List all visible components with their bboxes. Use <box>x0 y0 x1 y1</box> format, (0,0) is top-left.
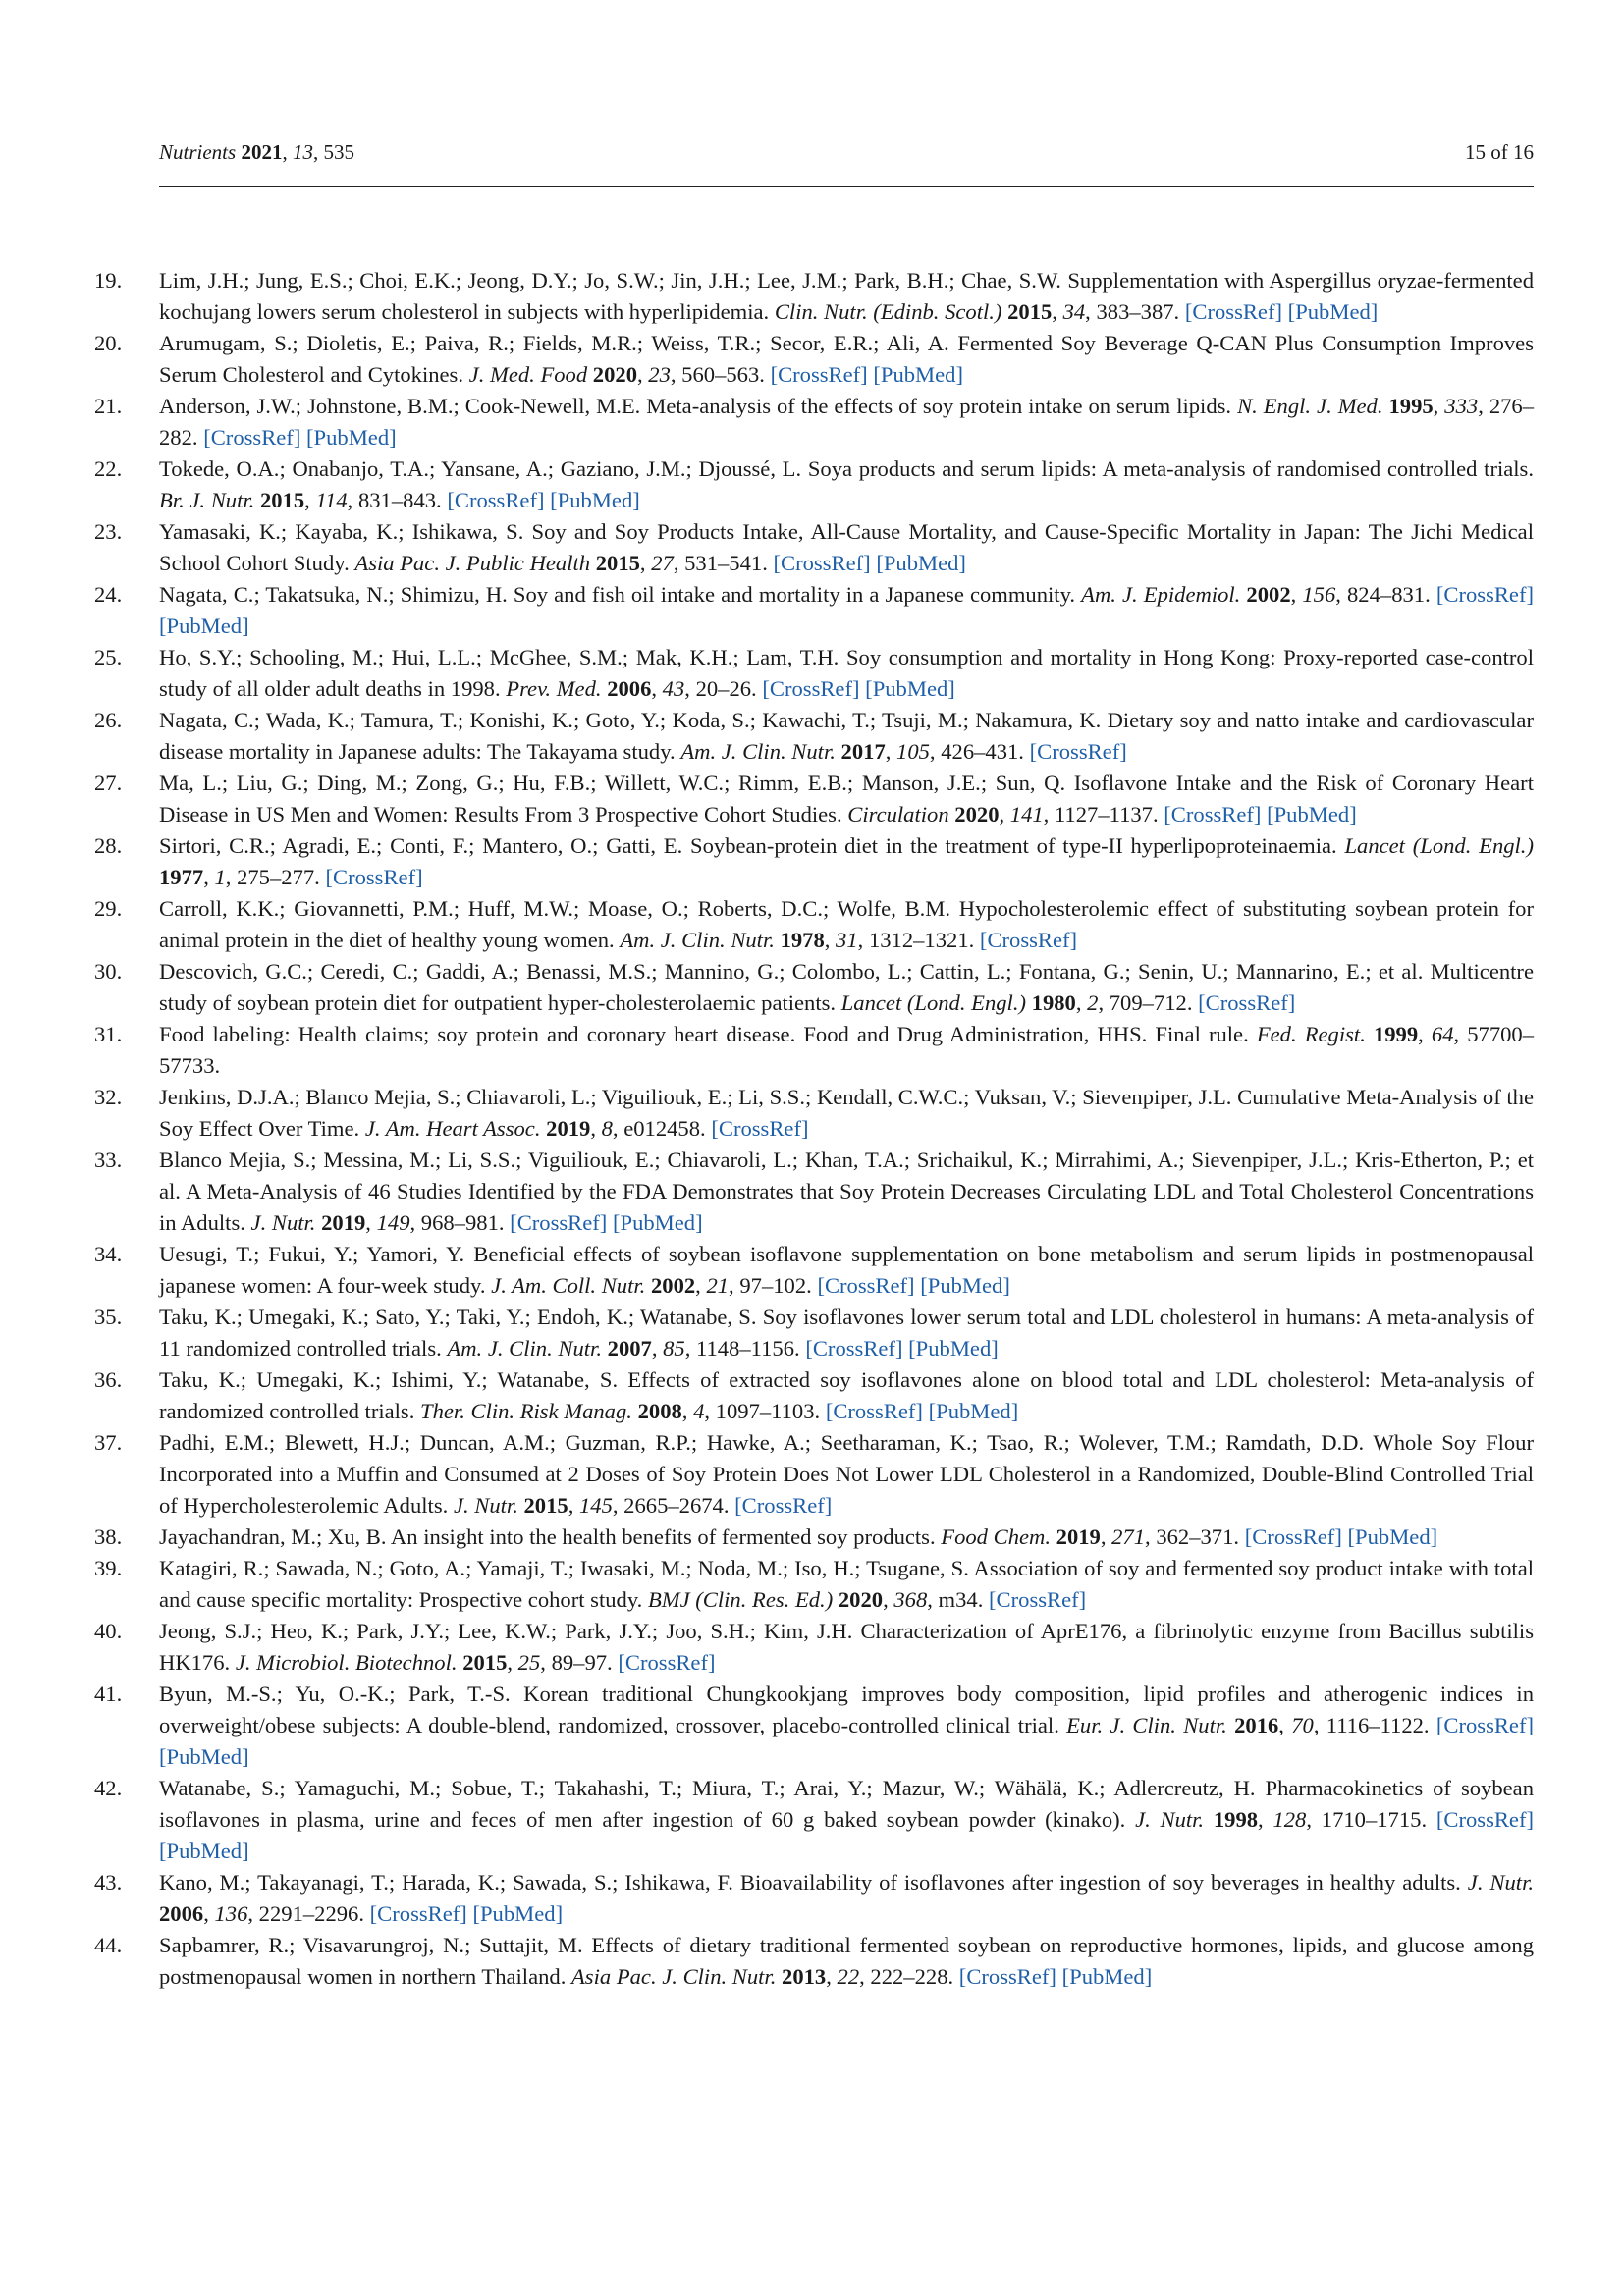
reference-authors-title: Jeong, S.J.; Heo, K.; Park, J.Y.; Lee, K.W.; Park, J.Y.; Joo, S.H.; Kim, J.H. Characterization of AprE176, a fibrinolytic enzyme from Bacillus subtilis HK176. <box>159 1619 1534 1675</box>
reference-year: 2020 <box>838 1587 884 1612</box>
crossref-link[interactable]: [CrossRef] <box>1435 1713 1535 1737</box>
reference-pages: 2665–2674. <box>623 1493 730 1518</box>
pubmed-link[interactable]: [PubMed] <box>876 551 966 575</box>
reference-volume: 136 <box>214 1901 248 1926</box>
reference-pages: 57700–57733. <box>159 1022 1535 1078</box>
reference-year: 2002 <box>650 1273 696 1298</box>
reference-item: 23. Yamasaki, K.; Kayaba, K.; Ishikawa, S. Soy and Soy Products Intake, All-Cause Mortality, and Cause-Specific Mortality in Japan: The Jichi Medical School Cohort Study. Asia Pac. J. Public Health 2015, 27, 531–541. [CrossRef] [PubMed] <box>94 516 1534 579</box>
article-number: 535 <box>323 140 354 164</box>
reference-volume: 105 <box>896 739 930 764</box>
crossref-link[interactable]: [CrossRef] <box>989 1587 1087 1612</box>
reference-volume: 85 <box>663 1336 685 1361</box>
reference-year: 1998 <box>1213 1807 1259 1832</box>
crossref-link[interactable]: [CrossRef] <box>958 1964 1056 1989</box>
reference-item: 33. Blanco Mejia, S.; Messina, M.; Li, S.S.; Viguiliouk, E.; Chiavaroli, L.; Khan, T.A.; Srichaikul, K.; Mirrahimi, A.; Sievenpiper, J.L.; Kris-Etherton, P.; et al. A Meta-Analysis of 46 Studies Identified by the FDA Demonstrates that Soy Protein Decreases Circulating LDL and Total Cholesterol Concentrations in Adults. J. Nutr. 2019, 149, 968–981. [CrossRef] [PubMed] <box>94 1145 1534 1239</box>
crossref-link[interactable]: [CrossRef] <box>762 676 860 701</box>
reference-volume: 2 <box>1087 990 1099 1015</box>
reference-item: 34. Uesugi, T.; Fukui, Y.; Yamori, Y. Beneficial effects of soybean isoflavone supplementation on bone metabolism and serum lipids in postmenopausal japanese women: A four-week study. J. Am. Coll. Nutr. 2002, 21, 97–102. [CrossRef] [PubMed] <box>94 1239 1534 1302</box>
reference-year: 1980 <box>1031 990 1076 1015</box>
crossref-link[interactable]: [CrossRef] <box>770 362 868 387</box>
pubmed-link[interactable]: [PubMed] <box>928 1399 1019 1423</box>
reference-volume: 27 <box>651 551 674 575</box>
reference-item: 30. Descovich, G.C.; Ceredi, C.; Gaddi, A.; Benassi, M.S.; Mannino, G.; Colombo, L.; Cattin, L.; Fontana, G.; Senin, U.; Mannarino, E.; et al. Multicentre study of soybean protein diet for outpatient hyper-cholesterolaemic patients. Lancet (Lond. Engl.) 1980, 2, 709–712. [CrossRef] <box>94 956 1534 1019</box>
reference-year: 2015 <box>259 488 305 512</box>
reference-number: 39. <box>94 1556 123 1580</box>
reference-pages: 831–843. <box>357 488 442 512</box>
reference-number: 37. <box>94 1430 123 1455</box>
reference-year: 2020 <box>592 362 637 387</box>
crossref-link[interactable]: [CrossRef] <box>734 1493 833 1518</box>
reference-volume: 4 <box>693 1399 705 1423</box>
pubmed-link[interactable]: [PubMed] <box>472 1901 564 1926</box>
pubmed-link[interactable]: [PubMed] <box>1287 299 1379 324</box>
reference-pages: 2291–2296. <box>258 1901 364 1926</box>
reference-item: 41. Byun, M.-S.; Yu, O.-K.; Park, T.-S. Korean traditional Chungkookjang improves body composition, lipid profiles and atherogenic indices in overweight/obese subjects: A double-blend, randomized, crossover, placebo-controlled clinical trial. Eur. J. Clin. Nutr. 2016, 70, 1116–1122. [CrossRef] [PubMed] <box>94 1679 1534 1773</box>
crossref-link[interactable]: [CrossRef] <box>447 488 545 512</box>
reference-authors-title: Kano, M.; Takayanagi, T.; Harada, K.; Sawada, S.; Ishikawa, F. Bioavailability of isoflavones after ingestion of soy beverages in healthy adults. <box>159 1870 1461 1895</box>
reference-authors-title: Anderson, J.W.; Johnstone, B.M.; Cook-Newell, M.E. Meta-analysis of the effects of soy protein intake on serum lipids. <box>159 394 1232 418</box>
reference-pages: 426–431. <box>941 739 1024 764</box>
reference-number: 19. <box>94 268 123 293</box>
reference-number: 33. <box>94 1148 123 1172</box>
reference-journal: J. Am. Coll. Nutr. <box>491 1273 646 1298</box>
crossref-link[interactable]: [CrossRef] <box>1435 582 1534 607</box>
pubmed-link[interactable]: [PubMed] <box>306 425 397 450</box>
reference-number: 26. <box>94 708 123 732</box>
reference-number: 23. <box>94 519 123 544</box>
reference-year: 2006 <box>607 676 652 701</box>
reference-authors-title: Ma, L.; Liu, G.; Ding, M.; Zong, G.; Hu, F.B.; Willett, W.C.; Rimm, E.B.; Manson, J.E.; Sun, Q. Isoflavone Intake and the Risk of Coronary Heart Disease in US Men and Women: Results From 3 Prospective Cohort Studies. <box>159 771 1534 827</box>
pubmed-link[interactable]: [PubMed] <box>159 1744 249 1769</box>
reference-pages: 20–26. <box>695 676 757 701</box>
reference-year: 2008 <box>637 1399 682 1423</box>
pubmed-link[interactable]: [PubMed] <box>1267 802 1357 827</box>
reference-pages: e012458. <box>623 1116 706 1141</box>
reference-authors-title: Nagata, C.; Wada, K.; Tamura, T.; Konishi, K.; Goto, Y.; Koda, S.; Kawachi, T.; Tsuji, M.; Nakamura, K. Dietary soy and natto intake and cardiovascular disease mortality in Japanese adults: The Takayama study. <box>159 708 1534 764</box>
reference-pages: 560–563. <box>681 362 765 387</box>
reference-journal: Ther. Clin. Risk Manag. <box>420 1399 632 1423</box>
reference-pages: 1312–1321. <box>868 928 975 952</box>
reference-authors-title: Yamasaki, K.; Kayaba, K.; Ishikawa, S. Soy and Soy Products Intake, All-Cause Mortality, and Cause-Specific Mortality in Japan: The Jichi Medical School Cohort Study. <box>159 519 1534 575</box>
reference-volume: 145 <box>578 1493 613 1518</box>
reference-item: 37. Padhi, E.M.; Blewett, H.J.; Duncan, A.M.; Guzman, R.P.; Hawke, A.; Seetharaman, K.; Tsao, R.; Wolever, T.M.; Ramdath, D.D. Whole Soy Flour Incorporated into a Muffin and Consumed at 2 Doses of Soy Protein Does Not Lower LDL Cholesterol in a Randomized, Double-Blind Controlled Trial of Hypercholesterolemic Adults. J. Nutr. 2015, 145, 2665–2674. [CrossRef] <box>94 1427 1534 1522</box>
reference-number: 29. <box>94 896 123 921</box>
reference-authors-title: Sirtori, C.R.; Agradi, E.; Conti, F.; Mantero, O.; Gatti, E. Soybean-protein diet in the treatment of type-II hyperlipoproteinaemia. <box>159 833 1337 858</box>
reference-journal: Am. J. Clin. Nutr. <box>680 739 836 764</box>
reference-journal: Am. J. Epidemiol. <box>1081 582 1241 607</box>
reference-year: 1977 <box>159 865 204 889</box>
reference-pages: 383–387. <box>1096 299 1180 324</box>
reference-item: 38. Jayachandran, M.; Xu, B. An insight into the health benefits of fermented soy products. Food Chem. 2019, 271, 362–371. [CrossRef] [PubMed] <box>94 1522 1534 1553</box>
reference-item: 25. Ho, S.Y.; Schooling, M.; Hui, L.L.; McGhee, S.M.; Mak, K.H.; Lam, T.H. Soy consumption and mortality in Hong Kong: Proxy-reported case-control study of all older adult deaths in 1998. Prev. Med. 2006, 43, 20–26. [CrossRef] [PubMed] <box>94 642 1534 705</box>
crossref-link[interactable]: [CrossRef] <box>711 1116 809 1141</box>
reference-journal: J. Nutr. <box>250 1210 316 1235</box>
reference-journal: J. Med. Food <box>468 362 588 387</box>
reference-journal: Am. J. Clin. Nutr. <box>620 928 775 952</box>
reference-number: 40. <box>94 1619 123 1643</box>
reference-pages: 222–228. <box>870 1964 954 1989</box>
reference-number: 43. <box>94 1870 123 1895</box>
page-header <box>159 140 1534 187</box>
reference-item: 22. Tokede, O.A.; Onabanjo, T.A.; Yansane, A.; Gaziano, J.M.; Djoussé, L. Soya products and serum lipids: A meta-analysis of randomised controlled trials. Br. J. Nutr. 2015, 114, 831–843. [CrossRef] [PubMed] <box>94 454 1534 516</box>
reference-journal: J. Nutr. <box>453 1493 518 1518</box>
reference-volume: 25 <box>517 1650 541 1675</box>
reference-item: 20. Arumugam, S.; Dioletis, E.; Paiva, R.; Fields, M.R.; Weiss, T.R.; Secor, E.R.; Ali, A. Fermented Soy Beverage Q-CAN Plus Consumption Improves Serum Cholesterol and Cytokines. J. Med. Food 2020, 23, 560–563. [CrossRef] [PubMed] <box>94 328 1534 391</box>
reference-item: 43. Kano, M.; Takayanagi, T.; Harada, K.; Sawada, S.; Ishikawa, F. Bioavailability of isoflavones after ingestion of soy beverages in healthy adults. J. Nutr. 2006, 136, 2291–2296. [CrossRef] [PubMed] <box>94 1867 1534 1930</box>
reference-number: 31. <box>94 1022 123 1046</box>
crossref-link[interactable]: [CrossRef] <box>1164 802 1262 827</box>
pubmed-link[interactable]: [PubMed] <box>873 362 963 387</box>
reference-item: 35. Taku, K.; Umegaki, K.; Sato, Y.; Taki, Y.; Endoh, K.; Watanabe, S. Soy isoflavones lower serum total and LDL cholesterol in humans: A meta-analysis of 11 randomized controlled trials. Am. J. Clin. Nutr. 2007, 85, 1148–1156. [CrossRef] [PubMed] <box>94 1302 1534 1364</box>
reference-year: 2015 <box>595 551 640 575</box>
crossref-link[interactable]: [CrossRef] <box>805 1336 903 1361</box>
reference-authors-title: Sapbamrer, R.; Visavarungroj, N.; Suttajit, M. Effects of dietary traditional fermented soybean on reproductive hormones, lipids, and glucose among postmenopausal women in northern Thailand. <box>159 1933 1534 1989</box>
reference-authors-title: Descovich, G.C.; Ceredi, C.; Gaddi, A.; Benassi, M.S.; Mannino, G.; Colombo, L.; Cattin, L.; Fontana, G.; Senin, U.; Mannarino, E.; et al. Multicentre study of soybean protein diet for outpatient hyper-cholesterolaemic patients. <box>159 959 1534 1015</box>
reference-year: 1995 <box>1388 394 1434 418</box>
reference-authors-title: Tokede, O.A.; Onabanjo, T.A.; Yansane, A.; Gaziano, J.M.; Djoussé, L. Soya products and serum lipids: A meta-analysis of randomised controlled trials. <box>159 456 1534 481</box>
crossref-link[interactable]: [CrossRef] <box>325 865 423 889</box>
pubmed-link[interactable]: [PubMed] <box>612 1210 703 1235</box>
crossref-link[interactable]: [CrossRef] <box>203 425 301 450</box>
reference-authors-title: Jenkins, D.J.A.; Blanco Mejia, S.; Chiavaroli, L.; Viguiliouk, E.; Li, S.S.; Kendall, C.W.C.; Vuksan, V.; Sievenpiper, J.L. Cumulative Meta-Analysis of the Soy Effect Over Time. <box>159 1085 1534 1141</box>
reference-authors-title: Byun, M.-S.; Yu, O.-K.; Park, T.-S. Korean traditional Chungkookjang improves body composition, lipid profiles and atherogenic indices in overweight/obese subjects: A double-blend, randomized, crossover, placebo-controlled clinical trial. <box>159 1682 1534 1737</box>
reference-pages: 1127–1137. <box>1054 802 1159 827</box>
reference-authors-title: Taku, K.; Umegaki, K.; Sato, Y.; Taki, Y.; Endoh, K.; Watanabe, S. Soy isoflavones lower serum total and LDL cholesterol in humans: A meta-analysis of 11 randomized controlled trials. <box>159 1305 1534 1361</box>
reference-item: 19. Lim, J.H.; Jung, E.S.; Choi, E.K.; Jeong, D.Y.; Jo, S.W.; Jin, J.H.; Lee, J.M.; Park, B.H.; Chae, S.W. Supplementation with Aspergillus oryzae-fermented kochujang lowers serum cholesterol in subjects with hyperlipidemia. Clin. Nutr. (Edinb. Scotl.) 2015, 34, 383–387. [CrossRef] [PubMed] <box>94 265 1534 328</box>
reference-volume: 271 <box>1111 1524 1146 1549</box>
reference-item: 40. Jeong, S.J.; Heo, K.; Park, J.Y.; Lee, K.W.; Park, J.Y.; Joo, S.H.; Kim, J.H. Characterization of AprE176, a fibrinolytic enzyme from Bacillus subtilis HK176. J. Microbiol. Biotechnol. 2015, 25, 89–97. [CrossRef] <box>94 1616 1534 1679</box>
reference-journal: Asia Pac. J. Public Health <box>354 551 591 575</box>
reference-item: 31. Food labeling: Health claims; soy protein and coronary heart disease. Food and Drug Administration, HHS. Final rule. Fed. Regist. 1999, 64, 57700–57733. <box>94 1019 1534 1082</box>
reference-number: 25. <box>94 645 123 669</box>
reference-authors-title: Carroll, K.K.; Giovannetti, P.M.; Huff, M.W.; Moase, O.; Roberts, D.C.; Wolfe, B.M. Hypocholesterolemic effect of substituting soybean protein for animal protein in the diet of healthy young women. <box>159 896 1534 952</box>
reference-journal: N. Engl. J. Med. <box>1237 394 1383 418</box>
reference-number: 30. <box>94 959 123 984</box>
reference-volume: 156 <box>1302 582 1336 607</box>
reference-authors-title: Arumugam, S.; Dioletis, E.; Paiva, R.; Fields, M.R.; Weiss, T.R.; Secor, E.R.; Ali, A. Fermented Soy Beverage Q-CAN Plus Consumption Improves Serum Cholesterol and Cytokines. <box>159 331 1534 387</box>
reference-volume: 70 <box>1291 1713 1314 1737</box>
pubmed-link[interactable]: [PubMed] <box>1347 1524 1438 1549</box>
reference-volume: 8 <box>601 1116 613 1141</box>
reference-volume: 21 <box>706 1273 730 1298</box>
crossref-link[interactable]: [CrossRef] <box>1435 1807 1535 1832</box>
reference-item: 42. Watanabe, S.; Yamaguchi, M.; Sobue, T.; Takahashi, T.; Miura, T.; Arai, Y.; Mazur, W.; Wähälä, K.; Adlercreutz, H. Pharmacokinetics of soybean isoflavones in plasma, urine and feces of men after ingestion of 60 g baked soybean powder (kinako). J. Nutr. 1998, 128, 1710–1715. [CrossRef] [PubMed] <box>94 1773 1534 1867</box>
reference-item: 24. Nagata, C.; Takatsuka, N.; Shimizu, H. Soy and fish oil intake and mortality in a Japanese community. Am. J. Epidemiol. 2002, 156, 824–831. [CrossRef] [PubMed] <box>94 579 1534 642</box>
reference-year: 2015 <box>523 1493 568 1518</box>
journal-volume: 13 <box>292 140 313 164</box>
reference-number: 36. <box>94 1367 123 1392</box>
reference-journal: Eur. J. Clin. Nutr. <box>1066 1713 1227 1737</box>
reference-year: 2007 <box>607 1336 652 1361</box>
reference-number: 21. <box>94 394 123 418</box>
reference-item: 26. Nagata, C.; Wada, K.; Tamura, T.; Konishi, K.; Goto, Y.; Koda, S.; Kawachi, T.; Tsuji, M.; Nakamura, K. Dietary soy and natto intake and cardiovascular disease mortality in Japanese adults: The Takayama study. Am. J. Clin. Nutr. 2017, 105, 426–431. [CrossRef] <box>94 705 1534 768</box>
reference-year: 2015 <box>1007 299 1053 324</box>
reference-journal: Lancet (Lond. Engl.) <box>840 990 1026 1015</box>
reference-number: 44. <box>94 1933 123 1957</box>
reference-year: 2006 <box>159 1901 204 1926</box>
reference-pages: 824–831. <box>1347 582 1431 607</box>
reference-item: 29. Carroll, K.K.; Giovannetti, P.M.; Huff, M.W.; Moase, O.; Roberts, D.C.; Wolfe, B.M. Hypocholesterolemic effect of substituting soybean protein for animal protein in the diet of healthy young women. Am. J. Clin. Nutr. 1978, 31, 1312–1321. [CrossRef] <box>94 893 1534 956</box>
reference-authors-title: Ho, S.Y.; Schooling, M.; Hui, L.L.; McGhee, S.M.; Mak, K.H.; Lam, T.H. Soy consumption and mortality in Hong Kong: Proxy-reported case-control study of all older adult deaths in 1998. <box>159 645 1534 701</box>
crossref-link[interactable]: [CrossRef] <box>1198 990 1296 1015</box>
reference-number: 34. <box>94 1242 123 1266</box>
reference-year: 2015 <box>462 1650 508 1675</box>
reference-pages: 362–371. <box>1156 1524 1240 1549</box>
reference-pages: 968–981. <box>420 1210 505 1235</box>
reference-item: 39. Katagiri, R.; Sawada, N.; Goto, A.; Yamaji, T.; Iwasaki, M.; Noda, M.; Iso, H.; Tsugane, S. Association of soy and fermented soy product intake with total and cause specific mortality: Prospective cohort study. BMJ (Clin. Res. Ed.) 2020, 368, m34. [CrossRef] <box>94 1553 1534 1616</box>
reference-year: 2013 <box>782 1964 827 1989</box>
pubmed-link[interactable]: [PubMed] <box>550 488 640 512</box>
reference-pages: 1148–1156. <box>696 1336 800 1361</box>
reference-authors-title: Watanabe, S.; Yamaguchi, M.; Sobue, T.; Takahashi, T.; Miura, T.; Arai, Y.; Mazur, W.; Wähälä, K.; Adlercreutz, H. Pharmacokinetics of soybean isoflavones in plasma, urine and feces of men after ingestion of 60 g baked soybean powder (kinako). <box>159 1776 1534 1832</box>
reference-number: 28. <box>94 833 123 858</box>
reference-authors-title: Lim, J.H.; Jung, E.S.; Choi, E.K.; Jeong, D.Y.; Jo, S.W.; Jin, J.H.; Lee, J.M.; Park, B.H.; Chae, S.W. Supplementation with Aspergillus oryzae-fermented kochujang lowers serum cholesterol in subjects with hyperlipidemia. <box>159 268 1534 324</box>
reference-list <box>94 265 1534 1993</box>
reference-pages: 89–97. <box>551 1650 613 1675</box>
reference-item: 44. Sapbamrer, R.; Visavarungroj, N.; Suttajit, M. Effects of dietary traditional fermented soybean on reproductive hormones, lipids, and glucose among postmenopausal women in northern Thailand. Asia Pac. J. Clin. Nutr. 2013, 22, 222–228. [CrossRef] [PubMed] <box>94 1930 1534 1993</box>
reference-volume: 31 <box>836 928 858 952</box>
crossref-link[interactable]: [CrossRef] <box>369 1901 467 1926</box>
reference-item: 28. Sirtori, C.R.; Agradi, E.; Conti, F.; Mantero, O.; Gatti, E. Soybean-protein diet in the treatment of type-II hyperlipoproteinaemia. Lancet (Lond. Engl.) 1977, 1, 275–277. [CrossRef] <box>94 830 1534 893</box>
reference-journal: Prev. Med. <box>506 676 602 701</box>
reference-number: 22. <box>94 456 123 481</box>
reference-journal: J. Nutr. <box>1467 1870 1535 1895</box>
pubmed-link[interactable]: [PubMed] <box>920 1273 1010 1298</box>
reference-journal: Fed. Regist. <box>1256 1022 1366 1046</box>
pubmed-link[interactable]: [PubMed] <box>908 1336 999 1361</box>
reference-year: 2019 <box>321 1210 366 1235</box>
reference-volume: 23 <box>648 362 671 387</box>
reference-number: 32. <box>94 1085 123 1109</box>
reference-year: 2017 <box>840 739 886 764</box>
reference-authors-title: Padhi, E.M.; Blewett, H.J.; Duncan, A.M.; Guzman, R.P.; Hawke, A.; Seetharaman, K.; Tsao, R.; Wolever, T.M.; Ramdath, D.D. Whole Soy Flour Incorporated into a Muffin and Consumed at 2 Doses of Soy Protein Does Not Lower LDL Cholesterol in a Randomized, Double-Blind Controlled Trial of Hypercholesterolemic Adults. <box>159 1430 1534 1518</box>
pubmed-link[interactable]: [PubMed] <box>159 1839 249 1863</box>
reference-volume: 34 <box>1062 299 1086 324</box>
reference-authors-title: Jayachandran, M.; Xu, B. An insight into the health benefits of fermented soy products. <box>159 1524 936 1549</box>
crossref-link[interactable]: [CrossRef] <box>825 1399 923 1423</box>
crossref-link[interactable]: [CrossRef] <box>979 928 1078 952</box>
crossref-link[interactable]: [CrossRef] <box>773 551 871 575</box>
reference-authors-title: Nagata, C.; Takatsuka, N.; Shimizu, H. Soy and fish oil intake and mortality in a Japanese community. <box>159 582 1076 607</box>
reference-year: 2016 <box>1234 1713 1279 1737</box>
reference-year: 2002 <box>1246 582 1291 607</box>
reference-item: 32. Jenkins, D.J.A.; Blanco Mejia, S.; Chiavaroli, L.; Viguiliouk, E.; Li, S.S.; Kendall, C.W.C.; Vuksan, V.; Sievenpiper, J.L. Cumulative Meta-Analysis of the Soy Effect Over Time. J. Am. Heart Assoc. 2019, 8, e012458. [CrossRef] <box>94 1082 1534 1145</box>
crossref-link[interactable]: [CrossRef] <box>1244 1524 1342 1549</box>
reference-authors-title: Taku, K.; Umegaki, K.; Ishimi, Y.; Watanabe, S. Effects of extracted soy isoflavones alone on blood total and LDL cholesterol: Meta-analysis of randomized controlled trials. <box>159 1367 1534 1423</box>
reference-authors-title: Uesugi, T.; Fukui, Y.; Yamori, Y. Beneficial effects of soybean isoflavone supplementation on bone metabolism and serum lipids in postmenopausal japanese women: A four-week study. <box>159 1242 1534 1298</box>
journal-name: Nutrients <box>159 140 237 164</box>
reference-number: 38. <box>94 1524 123 1549</box>
reference-authors-title: Katagiri, R.; Sawada, N.; Goto, A.; Yamaji, T.; Iwasaki, M.; Noda, M.; Iso, H.; Tsugane, S. Association of soy and fermented soy product intake with total and cause specific mortality: Prospective cohort study. <box>159 1556 1534 1612</box>
reference-volume: 368 <box>893 1587 928 1612</box>
reference-pages: 97–102. <box>739 1273 812 1298</box>
reference-journal: Lancet (Lond. Engl.) <box>1344 833 1534 858</box>
reference-number: 24. <box>94 582 123 607</box>
page-number: 15 of 16 <box>1465 140 1534 164</box>
reference-journal: Asia Pac. J. Clin. Nutr. <box>571 1964 777 1989</box>
reference-journal: Br. J. Nutr. <box>159 488 255 512</box>
reference-year: 2019 <box>1056 1524 1101 1549</box>
reference-number: 20. <box>94 331 123 355</box>
reference-volume: 43 <box>662 676 685 701</box>
crossref-link[interactable]: [CrossRef] <box>1029 739 1127 764</box>
reference-journal: Circulation <box>847 802 949 827</box>
reference-year: 1999 <box>1373 1022 1419 1046</box>
reference-number: 35. <box>94 1305 123 1329</box>
pubmed-link[interactable]: [PubMed] <box>1061 1964 1153 1989</box>
reference-pages: 276–282. <box>159 394 1534 450</box>
reference-journal: Am. J. Clin. Nutr. <box>447 1336 602 1361</box>
reference-pages: 1710–1715. <box>1321 1807 1428 1832</box>
reference-journal: Clin. Nutr. (Edinb. Scotl.) <box>774 299 1002 324</box>
reference-number: 27. <box>94 771 123 795</box>
reference-volume: 22 <box>837 1964 860 1989</box>
reference-item: 27. Ma, L.; Liu, G.; Ding, M.; Zong, G.; Hu, F.B.; Willett, W.C.; Rimm, E.B.; Manson, J.E.; Sun, Q. Isoflavone Intake and the Risk of Coronary Heart Disease in US Men and Women: Results From 3 Prospective Cohort Studies. Circulation 2020, 141, 1127–1137. [CrossRef] [PubMed] <box>94 768 1534 830</box>
reference-journal: J. Am. Heart Assoc. <box>364 1116 541 1141</box>
reference-pages: 531–541. <box>684 551 768 575</box>
reference-volume: 64 <box>1431 1022 1454 1046</box>
reference-authors-title: Blanco Mejia, S.; Messina, M.; Li, S.S.; Viguiliouk, E.; Chiavaroli, L.; Khan, T.A.; Srichaikul, K.; Mirrahimi, A.; Sievenpiper, J.L.; Kris-Etherton, P.; et al. A Meta-Analysis of 46 Studies Identified by the FDA Demonstrates that Soy Protein Decreases Circulating LDL and Total Cholesterol Concentrations in Adults. <box>159 1148 1534 1235</box>
reference-pages: 709–712. <box>1109 990 1193 1015</box>
crossref-link[interactable]: [CrossRef] <box>817 1273 915 1298</box>
reference-pages: m34. <box>938 1587 984 1612</box>
crossref-link[interactable]: [CrossRef] <box>510 1210 608 1235</box>
reference-item: 36. Taku, K.; Umegaki, K.; Ishimi, Y.; Watanabe, S. Effects of extracted soy isoflavones alone on blood total and LDL cholesterol: Meta-analysis of randomized controlled trials. Ther. Clin. Risk Manag. 2008, 4, 1097–1103. [CrossRef] [PubMed] <box>94 1364 1534 1427</box>
journal-citation: Nutrients 2021, 13, 535 <box>159 140 354 164</box>
reference-journal: Food Chem. <box>941 1524 1051 1549</box>
reference-volume: 149 <box>376 1210 410 1235</box>
reference-authors-title: Food labeling: Health claims; soy protein and coronary heart disease. Food and Drug Administration, HHS. Final rule. <box>159 1022 1249 1046</box>
reference-pages: 1097–1103. <box>715 1399 821 1423</box>
reference-volume: 1 <box>214 865 226 889</box>
pubmed-link[interactable]: [PubMed] <box>159 614 249 638</box>
reference-volume: 333 <box>1444 394 1479 418</box>
reference-journal: BMJ (Clin. Res. Ed.) <box>647 1587 834 1612</box>
reference-pages: 1116–1122. <box>1326 1713 1430 1737</box>
crossref-link[interactable]: [CrossRef] <box>1184 299 1283 324</box>
crossref-link[interactable]: [CrossRef] <box>618 1650 716 1675</box>
reference-pages: 275–277. <box>237 865 320 889</box>
reference-year: 1978 <box>780 928 825 952</box>
reference-volume: 114 <box>315 488 348 512</box>
journal-year: 2021 <box>241 140 283 164</box>
reference-number: 41. <box>94 1682 123 1706</box>
reference-journal: J. Microbiol. Biotechnol. <box>235 1650 458 1675</box>
reference-volume: 128 <box>1272 1807 1307 1832</box>
reference-item: 21. Anderson, J.W.; Johnstone, B.M.; Cook-Newell, M.E. Meta-analysis of the effects of soy protein intake on serum lipids. N. Engl. J. Med. 1995, 333, 276–282. [CrossRef] [PubMed] <box>94 391 1534 454</box>
reference-number: 42. <box>94 1776 123 1800</box>
pubmed-link[interactable]: [PubMed] <box>865 676 955 701</box>
reference-volume: 141 <box>1009 802 1044 827</box>
reference-year: 2019 <box>546 1116 591 1141</box>
reference-year: 2020 <box>954 802 1000 827</box>
reference-journal: J. Nutr. <box>1135 1807 1205 1832</box>
